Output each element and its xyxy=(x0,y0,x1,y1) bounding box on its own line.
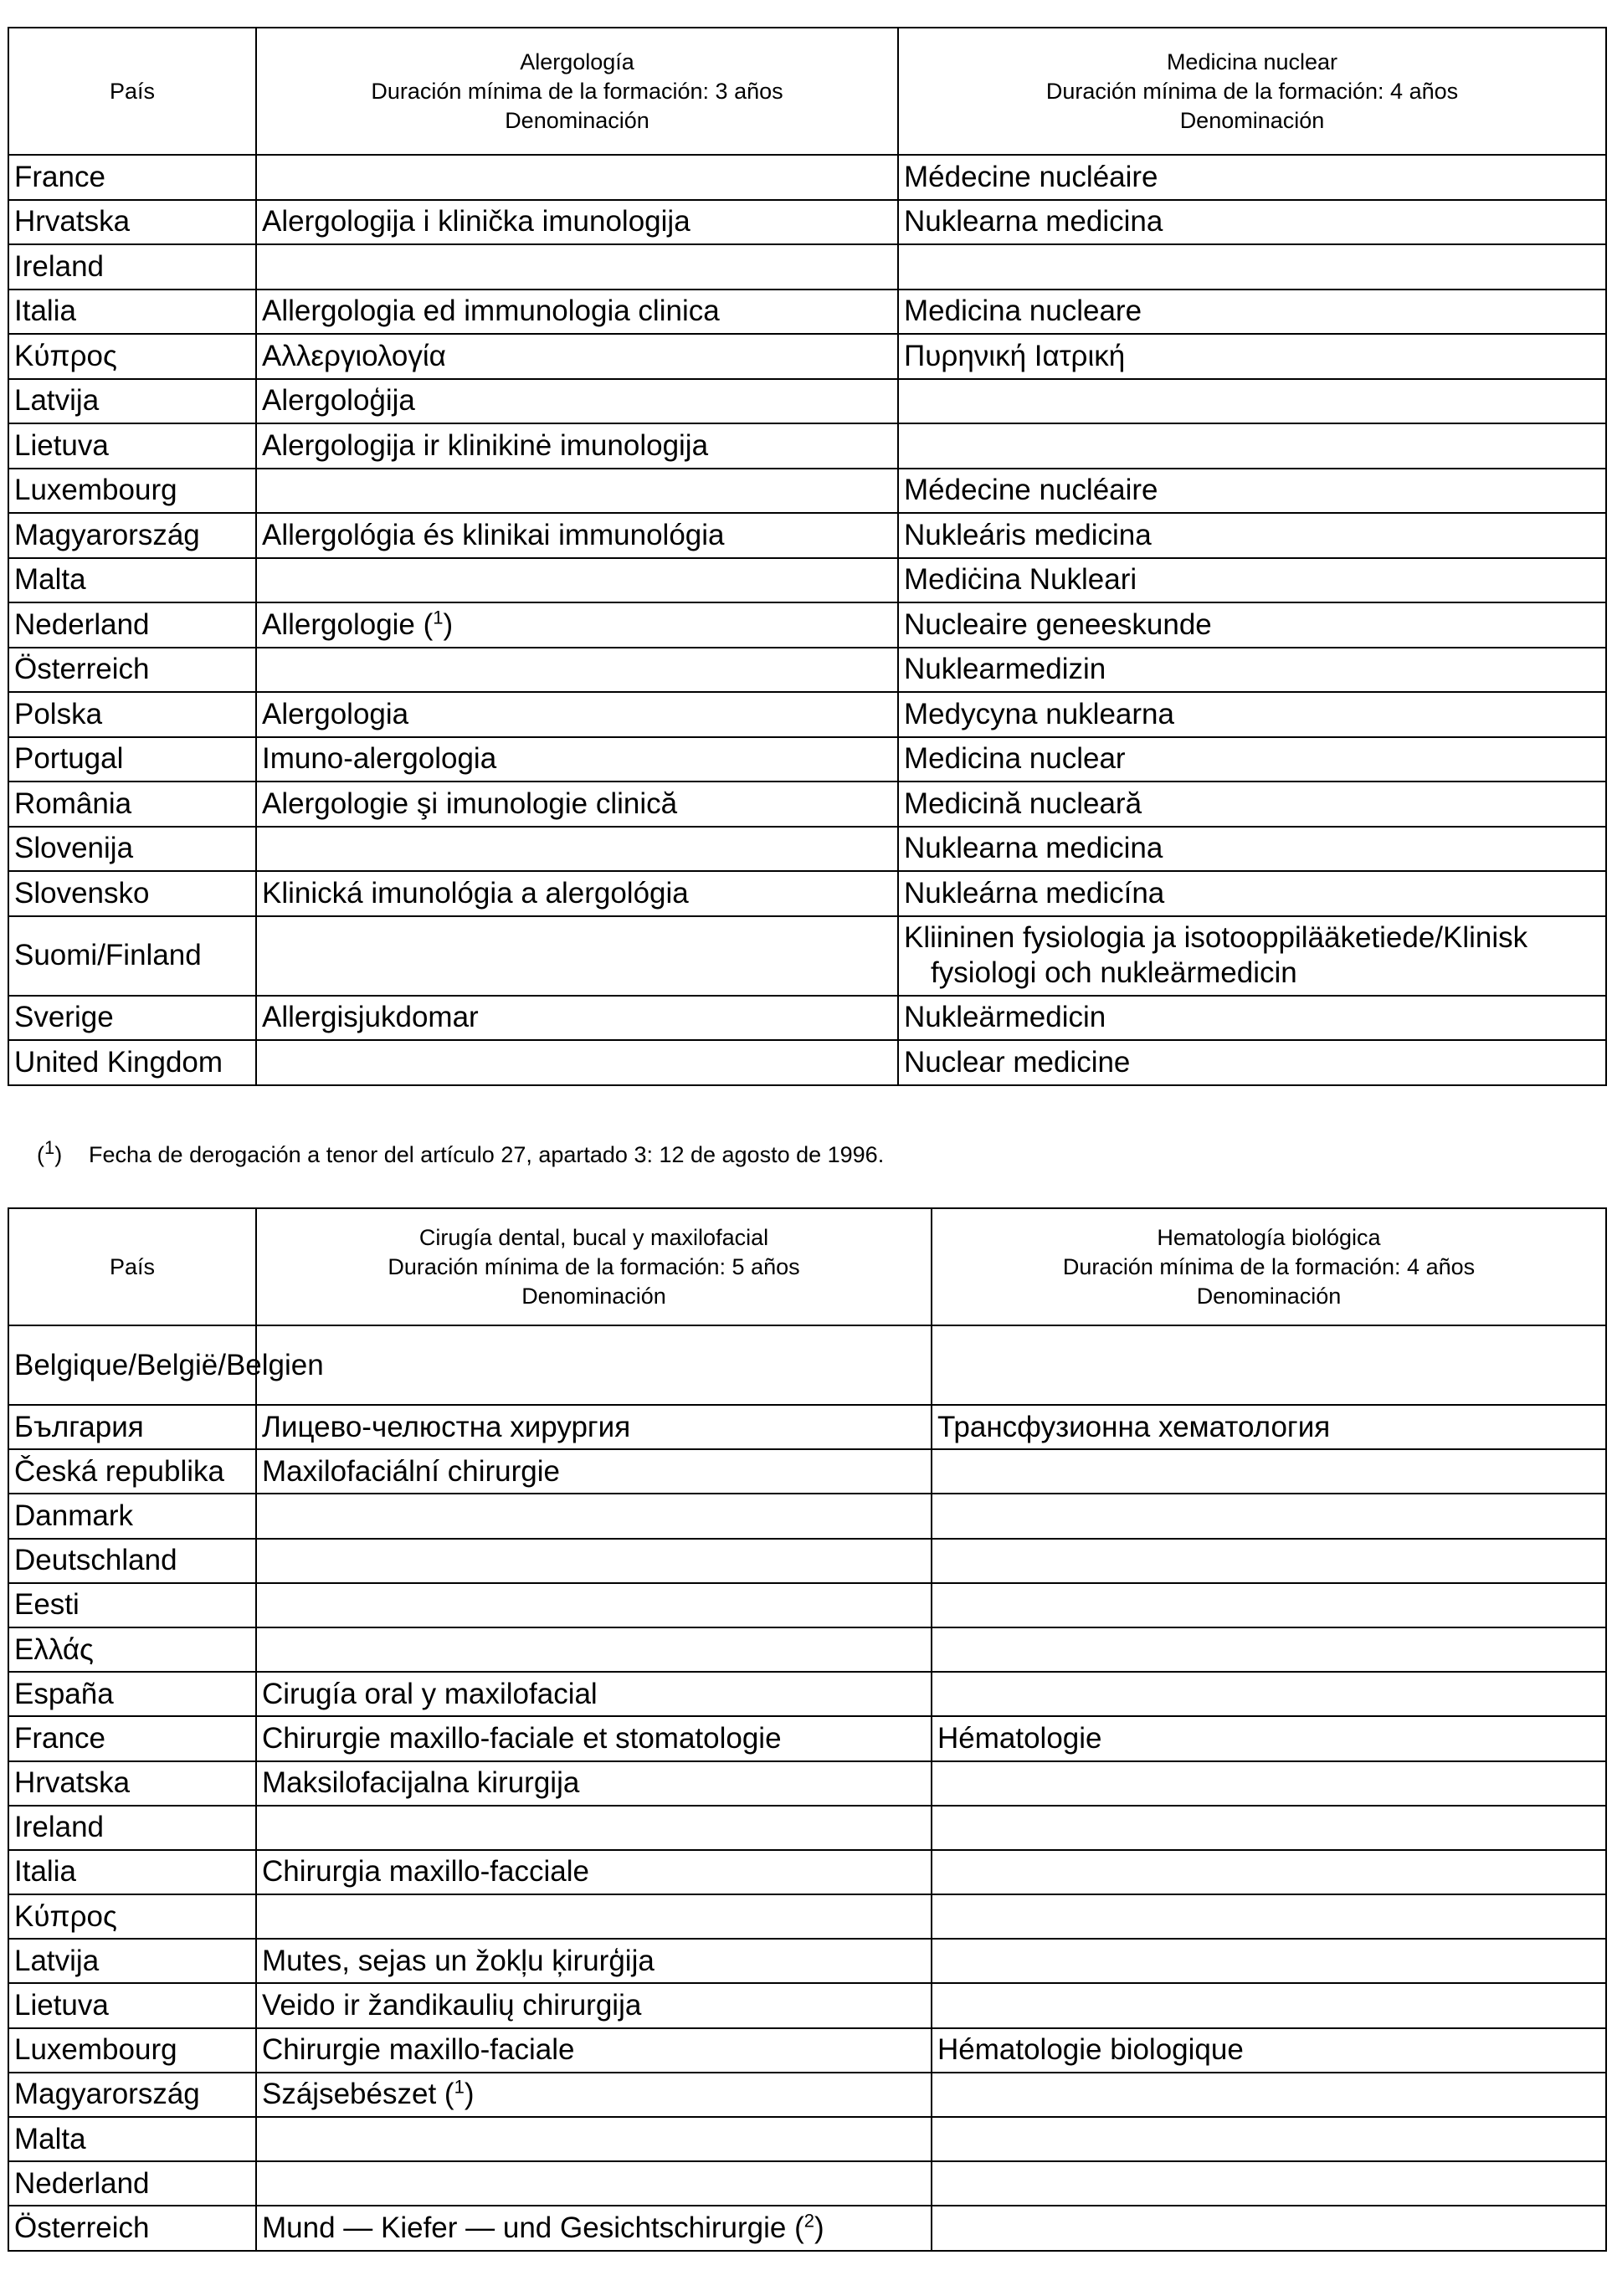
denomination-cell xyxy=(256,1761,932,1806)
table-row xyxy=(8,1325,1606,1405)
header-title: Alergología xyxy=(520,49,634,74)
country-cell xyxy=(8,290,256,335)
denomination-cell xyxy=(898,737,1606,782)
denomination-cell xyxy=(932,1539,1606,1583)
country-cell xyxy=(8,334,256,379)
denomination-cell xyxy=(256,1806,932,1850)
denomination-cell-text: Hématologie xyxy=(937,1721,1102,1755)
denomination-cell xyxy=(256,1939,932,1983)
denomination-cell xyxy=(256,1449,932,1494)
denomination-cell xyxy=(932,1627,1606,1672)
country-cell xyxy=(8,2161,256,2206)
denomination-cell xyxy=(256,871,898,916)
table-row xyxy=(8,1583,1606,1627)
denomination-cell-text: Alergologija ir klinikinė imunologija xyxy=(262,428,709,462)
table-row xyxy=(8,558,1606,603)
denomination-cell xyxy=(932,1405,1606,1449)
denomination-cell xyxy=(256,782,898,827)
country-cell-text: Portugal xyxy=(14,742,124,776)
denomination-cell xyxy=(256,379,898,424)
country-cell-text: Malta xyxy=(14,2122,86,2155)
denomination-cell-text: Chirurgie maxillo-faciale xyxy=(262,2033,575,2067)
denomination-cell xyxy=(256,996,898,1041)
table-header-row xyxy=(8,28,1606,155)
denomination-cell xyxy=(932,1983,1606,2027)
denomination-cell xyxy=(898,558,1606,603)
country-cell-text: Magyarország xyxy=(14,2078,200,2111)
country-cell-text: Deutschland xyxy=(14,1544,177,1577)
denomination-cell xyxy=(932,1449,1606,1494)
denomination-cell-text: Médecine nucléaire xyxy=(904,160,1158,193)
denomination-cell-text: Alergoloģija xyxy=(262,384,415,418)
country-cell-text: Hrvatska xyxy=(14,205,131,238)
denomination-cell xyxy=(256,827,898,872)
denomination-cell-text: Трансфузионна хематология xyxy=(937,1410,1331,1443)
denomination-cell xyxy=(932,2206,1606,2250)
table-row xyxy=(8,155,1606,200)
denomination-cell xyxy=(898,692,1606,737)
country-cell-text: Magyarország xyxy=(14,518,200,551)
denomination-cell-text: Kliininen fysiologia ja isotooppilääketiede/Klinisk fysiologi och nukleärmedicin xyxy=(904,921,1528,989)
table-row xyxy=(8,2117,1606,2161)
denomination-cell xyxy=(256,423,898,469)
country-cell xyxy=(8,996,256,1041)
country-cell-text: Nederland xyxy=(14,607,150,641)
denomination-cell xyxy=(256,2028,932,2073)
country-cell xyxy=(8,1583,256,1627)
denomination-cell xyxy=(256,1850,932,1894)
country-cell-text: Suomi/Finland xyxy=(14,939,202,971)
table-row xyxy=(8,692,1606,737)
country-cell-text: España xyxy=(14,1677,114,1710)
country-cell-text: Latvija xyxy=(14,384,100,418)
denomination-cell-text: Chirurgia maxillo-facciale xyxy=(262,1855,589,1889)
specialties-table-oral-surgery-hematology xyxy=(8,1207,1607,2252)
header-denomination: Denominación xyxy=(1196,1283,1342,1309)
table-row xyxy=(8,1539,1606,1583)
table-row xyxy=(8,513,1606,558)
header-duration: Duración mínima de la formación: 3 años xyxy=(371,78,783,104)
denomination-cell xyxy=(932,1325,1606,1405)
table-row xyxy=(8,379,1606,424)
country-cell-text: Belgique/België/Belgien xyxy=(14,1348,324,1381)
header-country: País xyxy=(8,28,256,155)
footnote-text: Fecha de derogación a tenor del artículo 27, apartado 3: 12 de agosto de 1996. xyxy=(89,1142,885,1167)
header-duration: Duración mínima de la formación: 5 años xyxy=(388,1253,800,1279)
denomination-cell xyxy=(932,2028,1606,2073)
denomination-cell-text: Médecine nucléaire xyxy=(904,474,1158,507)
denomination-cell xyxy=(256,1539,932,1583)
country-cell-text: Danmark xyxy=(14,1499,133,1532)
denomination-cell xyxy=(256,2206,932,2250)
denomination-cell xyxy=(898,827,1606,872)
denomination-cell-text: Nuklearna medicina xyxy=(904,205,1163,238)
denomination-cell-text: Alergologia xyxy=(262,697,409,730)
header-title: Cirugía dental, bucal y maxilofacial xyxy=(418,1224,769,1250)
denomination-cell xyxy=(256,1040,898,1085)
denomination-cell xyxy=(256,200,898,245)
table-row xyxy=(8,1040,1606,1085)
denomination-cell-text: Medicina nucleare xyxy=(904,295,1142,328)
denomination-cell-text: Hématologie biologique xyxy=(937,2033,1244,2067)
denomination-cell-text: Klinická imunológia a alergológia xyxy=(262,876,689,910)
denomination-cell-text: Medicina nuclear xyxy=(904,742,1126,776)
table-row xyxy=(8,244,1606,290)
header-country: País xyxy=(8,1208,256,1325)
denomination-cell-text: Maxilofaciální chirurgie xyxy=(262,1454,560,1488)
denomination-cell xyxy=(256,1405,932,1449)
denomination-cell-text: Nucleaire geneeskunde xyxy=(904,607,1212,641)
table-row xyxy=(8,2073,1606,2117)
denomination-cell xyxy=(256,469,898,514)
table-body xyxy=(8,1325,1606,2251)
denomination-cell-text: Αλλεργιολογία xyxy=(262,339,446,372)
country-cell xyxy=(8,1939,256,1983)
country-cell xyxy=(8,1850,256,1894)
country-cell-text: France xyxy=(14,1721,105,1755)
country-cell-text: Hrvatska xyxy=(14,1766,131,1800)
table-row xyxy=(8,2161,1606,2206)
country-cell xyxy=(8,1806,256,1850)
country-cell-text: Malta xyxy=(14,563,86,597)
country-cell-text: Eesti xyxy=(14,1588,80,1622)
footnote xyxy=(37,1137,885,1170)
country-cell xyxy=(8,1983,256,2027)
country-cell-text: United Kingdom xyxy=(14,1045,223,1079)
table-row xyxy=(8,602,1606,648)
country-cell xyxy=(8,782,256,827)
country-cell xyxy=(8,2117,256,2161)
denomination-cell-text: Allergologia ed immunologia clinica xyxy=(262,295,720,328)
header-denomination: Denominación xyxy=(1179,107,1325,133)
denomination-cell-text: Medycyna nuklearna xyxy=(904,697,1174,730)
country-cell xyxy=(8,692,256,737)
table-row xyxy=(8,871,1606,916)
footnote-mark: ($^1$) xyxy=(37,1137,63,1167)
denomination-cell xyxy=(256,2161,932,2206)
denomination-cell xyxy=(256,2117,932,2161)
table-row xyxy=(8,2028,1606,2073)
denomination-cell xyxy=(898,916,1606,996)
header-oral-surgery xyxy=(256,1208,932,1325)
denomination-cell xyxy=(256,558,898,603)
denomination-cell xyxy=(932,1894,1606,1939)
country-cell xyxy=(8,2028,256,2073)
denomination-cell-text: Nukleárna medicína xyxy=(904,876,1165,910)
country-cell-text: Luxembourg xyxy=(14,2033,177,2067)
country-cell-text: Latvija xyxy=(14,1944,100,1977)
denomination-cell xyxy=(898,602,1606,648)
denomination-cell xyxy=(932,2117,1606,2161)
header-duration: Duración mínima de la formación: 4 años xyxy=(1045,78,1459,104)
country-cell xyxy=(8,1449,256,1494)
denomination-cell-text: Mediċina Nukleari xyxy=(904,563,1137,597)
country-cell-text: Sverige xyxy=(14,1001,114,1034)
denomination-cell-text: Alergologie şi imunologie clinică xyxy=(262,787,678,820)
table-row xyxy=(8,469,1606,514)
denomination-cell xyxy=(932,1939,1606,1983)
denomination-cell xyxy=(898,1040,1606,1085)
header-hematology xyxy=(932,1208,1606,1325)
table-row xyxy=(8,827,1606,872)
country-cell xyxy=(8,916,256,996)
denomination-cell-text: Allergológia és klinikai immunológia xyxy=(262,518,725,551)
table-row xyxy=(8,1449,1606,1494)
denomination-cell xyxy=(898,513,1606,558)
denomination-cell xyxy=(898,334,1606,379)
denomination-cell xyxy=(256,1672,932,1716)
denomination-cell xyxy=(898,996,1606,1041)
denomination-cell xyxy=(898,871,1606,916)
denomination-cell xyxy=(898,648,1606,693)
denomination-cell xyxy=(898,379,1606,424)
country-cell-text: България xyxy=(14,1410,144,1443)
denomination-cell-text: Allergologie ($^1$) xyxy=(262,607,454,641)
country-cell-text: Ireland xyxy=(14,249,105,283)
country-cell xyxy=(8,737,256,782)
country-cell xyxy=(8,1716,256,1760)
country-cell-text: Italia xyxy=(14,295,76,328)
country-cell xyxy=(8,648,256,693)
header-denomination: Denominación xyxy=(505,107,649,133)
denomination-cell xyxy=(898,155,1606,200)
table-row xyxy=(8,737,1606,782)
country-cell xyxy=(8,469,256,514)
table-row xyxy=(8,1939,1606,1983)
denomination-cell xyxy=(932,1672,1606,1716)
table-row xyxy=(8,200,1606,245)
country-cell-text: Österreich xyxy=(14,2211,150,2244)
country-cell-text: France xyxy=(14,160,105,193)
denomination-cell xyxy=(932,1716,1606,1760)
denomination-cell-text: Veido ir žandikaulių chirurgija xyxy=(262,1989,642,2022)
denomination-cell xyxy=(932,2161,1606,2206)
denomination-cell-text: Allergisjukdomar xyxy=(262,1001,479,1034)
denomination-cell xyxy=(898,244,1606,290)
denomination-cell xyxy=(256,648,898,693)
denomination-cell xyxy=(932,1583,1606,1627)
country-cell-text: Polska xyxy=(14,697,103,730)
denomination-cell-text: Imuno-alergologia xyxy=(262,742,497,776)
denomination-cell-text: Nuklearna medicina xyxy=(904,832,1163,865)
header-nuclear-medicine xyxy=(898,28,1606,155)
country-cell xyxy=(8,423,256,469)
table-header-row xyxy=(8,1208,1606,1325)
table-row xyxy=(8,1983,1606,2027)
country-cell xyxy=(8,1405,256,1449)
table-row xyxy=(8,1672,1606,1716)
table-row xyxy=(8,1761,1606,1806)
country-cell xyxy=(8,827,256,872)
table-row xyxy=(8,916,1606,996)
country-cell-text: Ελλάς xyxy=(14,1632,94,1666)
denomination-cell xyxy=(256,290,898,335)
denomination-cell xyxy=(932,1806,1606,1850)
denomination-cell xyxy=(256,916,898,996)
denomination-cell xyxy=(932,2073,1606,2117)
denomination-cell-text: Nukleärmedicin xyxy=(904,1001,1106,1034)
country-cell-text: Slovensko xyxy=(14,876,150,910)
country-cell xyxy=(8,602,256,648)
country-cell-text: Κύπρος xyxy=(14,339,117,372)
denomination-cell xyxy=(256,155,898,200)
denomination-cell-text: Nukleáris medicina xyxy=(904,518,1152,551)
table-row xyxy=(8,1405,1606,1449)
table-row xyxy=(8,1806,1606,1850)
country-cell xyxy=(8,1040,256,1085)
denomination-cell xyxy=(932,1494,1606,1538)
denomination-cell-text: Cirugía oral y maxilofacial xyxy=(262,1677,598,1710)
denomination-cell xyxy=(256,737,898,782)
country-cell-text: Česká republika xyxy=(14,1454,224,1488)
denomination-cell-text: Chirurgie maxillo-faciale et stomatologie xyxy=(262,1721,782,1755)
denomination-cell-text: Mund — Kiefer — und Gesichtschirurgie ($^2$) xyxy=(262,2210,824,2244)
denomination-cell xyxy=(256,1583,932,1627)
table-row xyxy=(8,1494,1606,1538)
denomination-cell xyxy=(932,1850,1606,1894)
header-title: Medicina nuclear xyxy=(1166,49,1338,74)
denomination-cell-text: Medicină nucleară xyxy=(904,787,1142,820)
country-cell xyxy=(8,1627,256,1672)
denomination-cell-text: Szájsebészet ($^1$) xyxy=(262,2076,475,2111)
denomination-cell-text: Лицево-челюстна хирургия xyxy=(262,1410,631,1443)
country-cell xyxy=(8,2206,256,2250)
country-cell xyxy=(8,1761,256,1806)
country-cell xyxy=(8,558,256,603)
country-cell-text: Österreich xyxy=(14,653,150,686)
denomination-cell xyxy=(256,1325,932,1405)
denomination-cell-text: Nuclear medicine xyxy=(904,1045,1131,1079)
header-allergology xyxy=(256,28,898,155)
table-row xyxy=(8,1850,1606,1894)
table-body xyxy=(8,155,1606,1085)
denomination-cell xyxy=(256,513,898,558)
country-cell xyxy=(8,1325,324,1405)
denomination-cell xyxy=(898,200,1606,245)
denomination-cell xyxy=(932,1761,1606,1806)
country-cell-text: Nederland xyxy=(14,2166,150,2200)
header-denomination: Denominación xyxy=(521,1283,666,1309)
denomination-cell xyxy=(256,1627,932,1672)
denomination-cell xyxy=(256,1894,932,1939)
table-row xyxy=(8,1716,1606,1760)
country-cell xyxy=(8,1672,256,1716)
denomination-cell xyxy=(256,334,898,379)
country-cell xyxy=(8,244,256,290)
country-cell-text: Lietuva xyxy=(14,428,109,462)
denomination-cell xyxy=(256,602,898,648)
country-cell-text: România xyxy=(14,787,132,820)
country-cell xyxy=(8,155,256,200)
denomination-cell xyxy=(898,423,1606,469)
denomination-cell xyxy=(256,1716,932,1760)
country-cell-text: Lietuva xyxy=(14,1989,109,2022)
denomination-cell xyxy=(898,782,1606,827)
table-row xyxy=(8,290,1606,335)
denomination-cell xyxy=(256,2073,932,2117)
country-cell xyxy=(8,513,256,558)
country-cell xyxy=(8,379,256,424)
denomination-cell-text: Mutes, sejas un žokļu ķirurģija xyxy=(262,1944,655,1977)
denomination-cell-text: Nuklearmedizin xyxy=(904,653,1106,686)
country-cell xyxy=(8,200,256,245)
denomination-cell xyxy=(256,1494,932,1538)
denomination-cell-text: Maksilofacijalna kirurgija xyxy=(262,1766,580,1800)
table-row xyxy=(8,996,1606,1041)
denomination-cell-text: Πυρηνική Ιατρική xyxy=(904,339,1126,372)
header-title: Hematología biológica xyxy=(1157,1224,1381,1250)
denomination-cell xyxy=(898,469,1606,514)
table-row xyxy=(8,1627,1606,1672)
denomination-cell xyxy=(898,290,1606,335)
denomination-cell xyxy=(256,692,898,737)
table-row xyxy=(8,1894,1606,1939)
header-duration: Duración mínima de la formación: 4 años xyxy=(1062,1253,1476,1279)
denomination-cell xyxy=(256,1983,932,2027)
country-cell-text: Slovenija xyxy=(14,832,134,865)
country-cell-text: Κύπρος xyxy=(14,1899,117,1933)
country-cell-text: Luxembourg xyxy=(14,474,177,507)
country-cell xyxy=(8,2073,256,2117)
country-cell-text: Italia xyxy=(14,1855,76,1889)
table-row xyxy=(8,648,1606,693)
table-row xyxy=(8,334,1606,379)
country-cell xyxy=(8,871,256,916)
country-cell xyxy=(8,1539,256,1583)
denomination-cell xyxy=(256,244,898,290)
table-row xyxy=(8,423,1606,469)
table-row xyxy=(8,782,1606,827)
country-cell xyxy=(8,1894,256,1939)
table-row xyxy=(8,2206,1606,2250)
country-cell-text: Ireland xyxy=(14,1811,105,1844)
denomination-cell-text: Alergologija i klinička imunologija xyxy=(262,205,690,238)
country-cell xyxy=(8,1494,256,1538)
specialties-table-allergology-nuclear-medicine xyxy=(8,27,1607,1086)
